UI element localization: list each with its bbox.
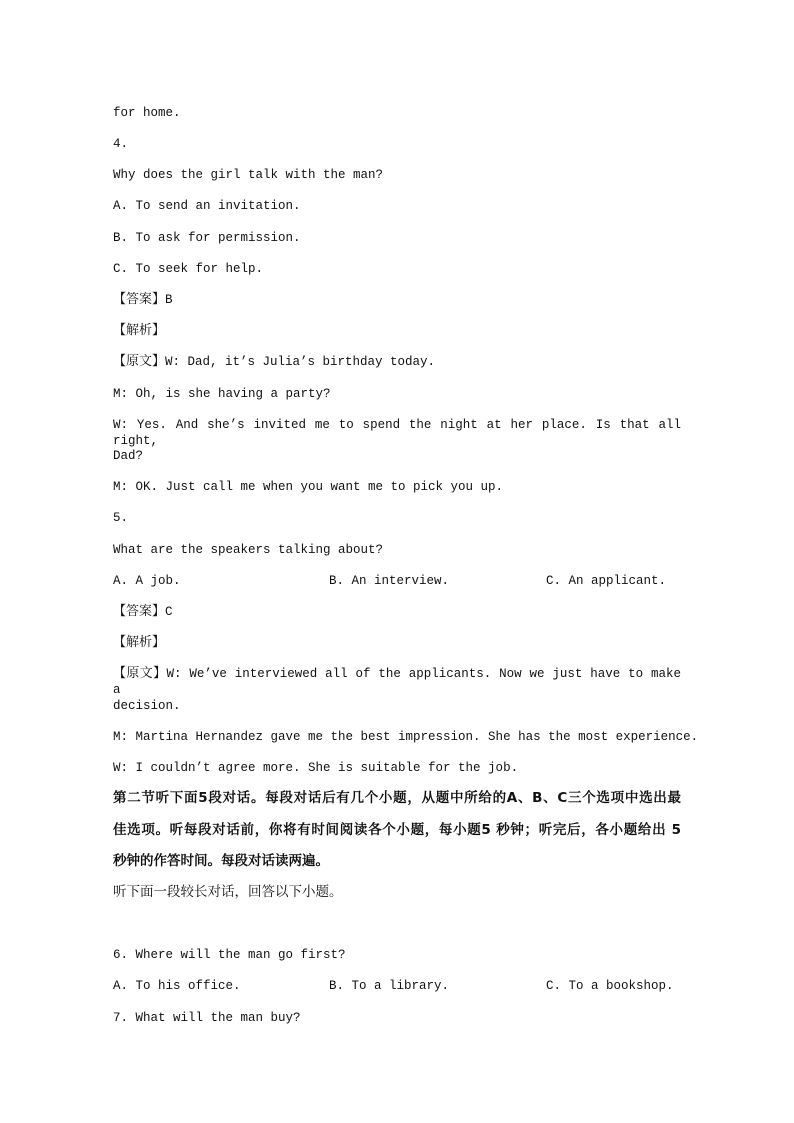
analysis-label: 【解析】 — [113, 635, 166, 650]
section-heading-line: 第二节听下面5段对话。每段对话后有几个小题，从题中所给的A、B、C三个选项中选出最 — [113, 790, 681, 806]
transcript-label: 【原文】 — [113, 354, 166, 369]
answer-value: B — [165, 293, 173, 307]
option-a: A. To send an invitation. — [113, 199, 301, 213]
transcript-line: M: OK. Just call me when you want me to pick you up. — [113, 480, 504, 494]
analysis-line — [113, 323, 165, 339]
option-a: A. To his office. — [113, 979, 241, 993]
answer-line — [113, 604, 173, 620]
question-text: 6. Where will the man go first? — [113, 948, 346, 962]
question-number: 5. — [113, 511, 129, 525]
option-c: C. To seek for help. — [113, 262, 264, 276]
question-text: What are the speakers talking about? — [113, 543, 384, 557]
option-c: C. An applicant. — [546, 574, 667, 588]
answer-value: C — [165, 605, 173, 619]
analysis-line — [113, 635, 165, 651]
transcript-line — [113, 666, 681, 698]
transcript-text: W: Dad, it’s Julia’s birthday today. — [165, 355, 436, 369]
option-a: A. A job. — [113, 574, 181, 588]
option-b: B. To ask for permission. — [113, 231, 301, 245]
transcript-line: M: Martina Hernandez gave me the best impression. She has the most experience. — [113, 730, 699, 744]
analysis-label: 【解析】 — [113, 323, 166, 338]
transcript-line: M: Oh, is she having a party? — [113, 387, 331, 401]
option-b: B. An interview. — [329, 574, 450, 588]
transcript-line: W: I couldn’t agree more. She is suitable for the job. — [113, 761, 519, 775]
transcript-line: W: Yes. And she’s invited me to spend the night at her place. Is that all right, — [113, 418, 681, 448]
section-heading-line: 佳选项。听每段对话前，你将有时间阅读各个小题，每小题5 秒钟；听完后，各小题给出 5 — [113, 822, 681, 838]
transcript-text: W: We’ve interviewed all of the applicants. Now we just have to make a — [113, 667, 681, 697]
answer-label: 【答案】 — [113, 604, 166, 619]
option-b: B. To a library. — [329, 979, 450, 993]
section-instruction: 听下面一段较长对话，回答以下小题。 — [113, 884, 343, 900]
section-heading-line: 秒钟的作答时间。每段对话读两遍。 — [113, 853, 329, 869]
text-line: for home. — [113, 106, 181, 120]
question-text: Why does the girl talk with the man? — [113, 168, 384, 182]
transcript-line — [113, 354, 435, 370]
answer-line — [113, 292, 173, 308]
transcript-label: 【原文】 — [113, 666, 167, 681]
option-c: C. To a bookshop. — [546, 979, 674, 993]
transcript-line: Dad? — [113, 449, 144, 463]
transcript-line: decision. — [113, 699, 181, 713]
answer-label: 【答案】 — [113, 292, 166, 307]
question-text: 7. What will the man buy? — [113, 1011, 301, 1025]
question-number: 4. — [113, 137, 129, 151]
